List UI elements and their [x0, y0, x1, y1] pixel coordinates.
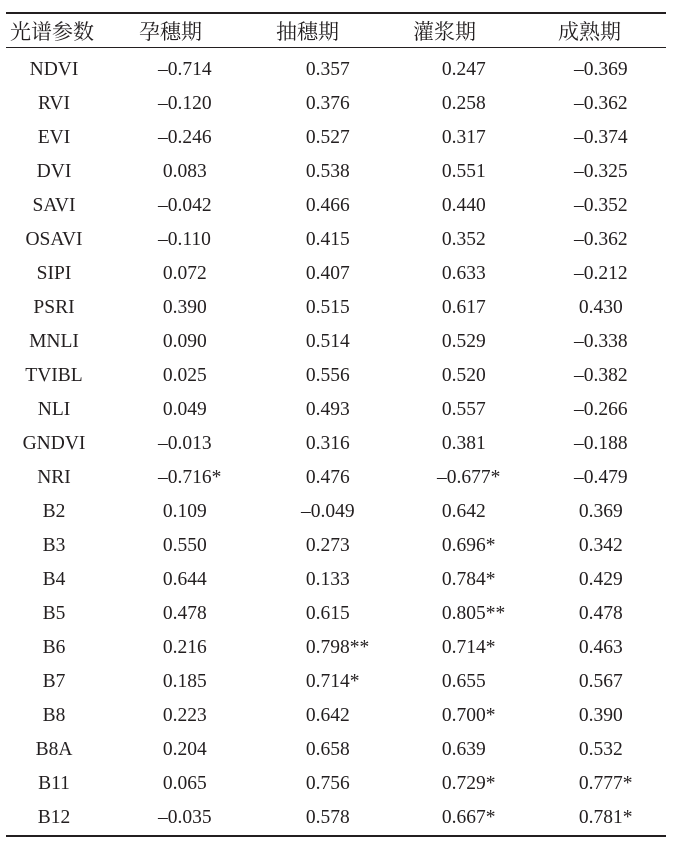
value-cell: 0.185 — [158, 671, 207, 692]
parameter-cell: B2 — [42, 501, 66, 522]
value-cell: 0.642 — [301, 705, 350, 726]
value-cell: 0.204 — [158, 739, 207, 760]
value-cell: 0.514 — [301, 331, 350, 352]
value-cell: 0.342 — [574, 535, 623, 556]
parameter-cell: B8A — [35, 739, 73, 760]
value-cell: 0.696* — [437, 535, 496, 556]
value-cell: 0.466 — [301, 195, 350, 216]
table-row — [6, 359, 666, 393]
parameter-cell: B5 — [42, 603, 66, 624]
table-row — [6, 155, 666, 189]
table-row — [6, 495, 666, 529]
value-cell: 0.072 — [158, 263, 207, 284]
parameter-cell: B11 — [38, 773, 70, 794]
value-cell: 0.493 — [301, 399, 350, 420]
table-row — [6, 733, 666, 767]
parameter-cell: B6 — [42, 637, 66, 658]
parameter-cell: TVIBL — [25, 365, 83, 386]
parameter-cell: PSRI — [33, 297, 75, 318]
value-cell: 0.390 — [574, 705, 623, 726]
value-cell: 0.578 — [301, 807, 350, 828]
value-cell: 0.083 — [158, 161, 207, 182]
value-cell: 0.216 — [158, 637, 207, 658]
value-cell: 0.463 — [574, 637, 623, 658]
value-cell: 0.550 — [158, 535, 207, 556]
value-cell: –0.212 — [574, 263, 628, 284]
table-row — [6, 121, 666, 155]
parameter-cell: B7 — [42, 671, 66, 692]
value-cell: 0.369 — [574, 501, 623, 522]
value-cell: 0.049 — [158, 399, 207, 420]
value-cell: 0.567 — [574, 671, 623, 692]
value-cell: 0.639 — [437, 739, 486, 760]
value-cell: –0.042 — [158, 195, 212, 216]
value-cell: 0.478 — [574, 603, 623, 624]
value-cell: 0.615 — [301, 603, 350, 624]
value-cell: 0.556 — [301, 365, 350, 386]
value-cell: 0.798** — [301, 637, 370, 658]
table-row — [6, 461, 666, 495]
parameter-cell: MNLI — [29, 331, 79, 352]
header-cell: 灌浆期 — [413, 19, 476, 44]
value-cell: 0.515 — [301, 297, 350, 318]
value-cell: –0.188 — [574, 433, 628, 454]
parameter-cell: RVI — [37, 93, 71, 114]
table-row — [6, 223, 666, 257]
value-cell: 0.655 — [437, 671, 486, 692]
value-cell: 0.065 — [158, 773, 207, 794]
value-cell: –0.369 — [574, 59, 628, 80]
parameter-cell: EVI — [37, 127, 71, 148]
table-row — [6, 257, 666, 291]
value-cell: 0.527 — [301, 127, 350, 148]
value-cell: 0.777* — [574, 773, 633, 794]
bottom-rule — [6, 835, 666, 837]
table-row — [6, 699, 666, 733]
value-cell: 0.714* — [301, 671, 360, 692]
value-cell: –0.013 — [158, 433, 212, 454]
value-cell: 0.805** — [437, 603, 506, 624]
table-row — [6, 767, 666, 801]
value-cell: –0.049 — [301, 501, 355, 522]
value-cell: 0.520 — [437, 365, 486, 386]
value-cell: 0.223 — [158, 705, 207, 726]
value-cell: 0.376 — [301, 93, 350, 114]
header-cell: 光谱参数 — [10, 19, 94, 44]
table-row — [6, 631, 666, 665]
value-cell: 0.529 — [437, 331, 486, 352]
value-cell: 0.667* — [437, 807, 496, 828]
table-row — [6, 87, 666, 121]
parameter-cell: GNDVI — [22, 433, 86, 454]
value-cell: –0.035 — [158, 807, 212, 828]
value-cell: 0.781* — [574, 807, 633, 828]
parameter-cell: DVI — [36, 161, 72, 182]
value-cell: 0.551 — [437, 161, 486, 182]
value-cell: 0.617 — [437, 297, 486, 318]
value-cell: –0.338 — [574, 331, 628, 352]
parameter-cell: NLI — [37, 399, 71, 420]
table-row — [6, 665, 666, 699]
table-row — [6, 427, 666, 461]
value-cell: –0.362 — [574, 93, 628, 114]
value-cell: –0.352 — [574, 195, 628, 216]
header-cell: 抽穗期 — [276, 19, 339, 44]
table-row — [6, 53, 666, 87]
correlation-table — [6, 12, 666, 837]
parameter-cell: NRI — [37, 467, 71, 488]
value-cell: 0.415 — [301, 229, 350, 250]
value-cell: 0.357 — [301, 59, 350, 80]
parameter-cell: B8 — [42, 705, 66, 726]
value-cell: 0.784* — [437, 569, 496, 590]
value-cell: 0.557 — [437, 399, 486, 420]
table-row — [6, 597, 666, 631]
value-cell: 0.476 — [301, 467, 350, 488]
value-cell: –0.374 — [574, 127, 628, 148]
value-cell: –0.479 — [574, 467, 628, 488]
parameter-cell: SIPI — [36, 263, 72, 284]
table-row — [6, 291, 666, 325]
table-row — [6, 529, 666, 563]
parameter-cell: OSAVI — [25, 229, 83, 250]
value-cell: 0.714* — [437, 637, 496, 658]
header-cell: 成熟期 — [558, 19, 621, 44]
value-cell: 0.478 — [158, 603, 207, 624]
value-cell: 0.407 — [301, 263, 350, 284]
value-cell: –0.120 — [158, 93, 212, 114]
parameter-cell: NDVI — [29, 59, 79, 80]
value-cell: 0.729* — [437, 773, 496, 794]
value-cell: 0.352 — [437, 229, 486, 250]
parameter-cell: B12 — [37, 807, 71, 828]
header-cell: 孕穗期 — [139, 19, 202, 44]
value-cell: 0.090 — [158, 331, 207, 352]
value-cell: 0.658 — [301, 739, 350, 760]
value-cell: –0.266 — [574, 399, 628, 420]
value-cell: –0.382 — [574, 365, 628, 386]
value-cell: 0.025 — [158, 365, 207, 386]
table-row — [6, 189, 666, 223]
value-cell: 0.109 — [158, 501, 207, 522]
parameter-cell: B4 — [42, 569, 66, 590]
value-cell: 0.317 — [437, 127, 486, 148]
value-cell: –0.246 — [158, 127, 212, 148]
table-row — [6, 325, 666, 359]
value-cell: 0.258 — [437, 93, 486, 114]
value-cell: –0.716* — [158, 467, 222, 488]
value-cell: 0.756 — [301, 773, 350, 794]
value-cell: –0.362 — [574, 229, 628, 250]
header-row — [6, 14, 666, 47]
value-cell: 0.644 — [158, 569, 207, 590]
value-cell: 0.381 — [437, 433, 486, 454]
table-row — [6, 563, 666, 597]
value-cell: 0.440 — [437, 195, 486, 216]
value-cell: 0.532 — [574, 739, 623, 760]
value-cell: 0.273 — [301, 535, 350, 556]
value-cell: 0.633 — [437, 263, 486, 284]
value-cell: 0.642 — [437, 501, 486, 522]
value-cell: –0.110 — [158, 229, 211, 250]
value-cell: –0.325 — [574, 161, 628, 182]
table-row — [6, 393, 666, 427]
value-cell: 0.390 — [158, 297, 207, 318]
value-cell: 0.316 — [301, 433, 350, 454]
value-cell: 0.430 — [574, 297, 623, 318]
value-cell: 0.429 — [574, 569, 623, 590]
table-body — [6, 53, 666, 835]
table-row — [6, 801, 666, 835]
value-cell: 0.700* — [437, 705, 496, 726]
parameter-cell: B3 — [42, 535, 66, 556]
value-cell: –0.714 — [158, 59, 212, 80]
value-cell: 0.247 — [437, 59, 486, 80]
value-cell: –0.677* — [437, 467, 501, 488]
parameter-cell: SAVI — [32, 195, 76, 216]
value-cell: 0.538 — [301, 161, 350, 182]
value-cell: 0.133 — [301, 569, 350, 590]
